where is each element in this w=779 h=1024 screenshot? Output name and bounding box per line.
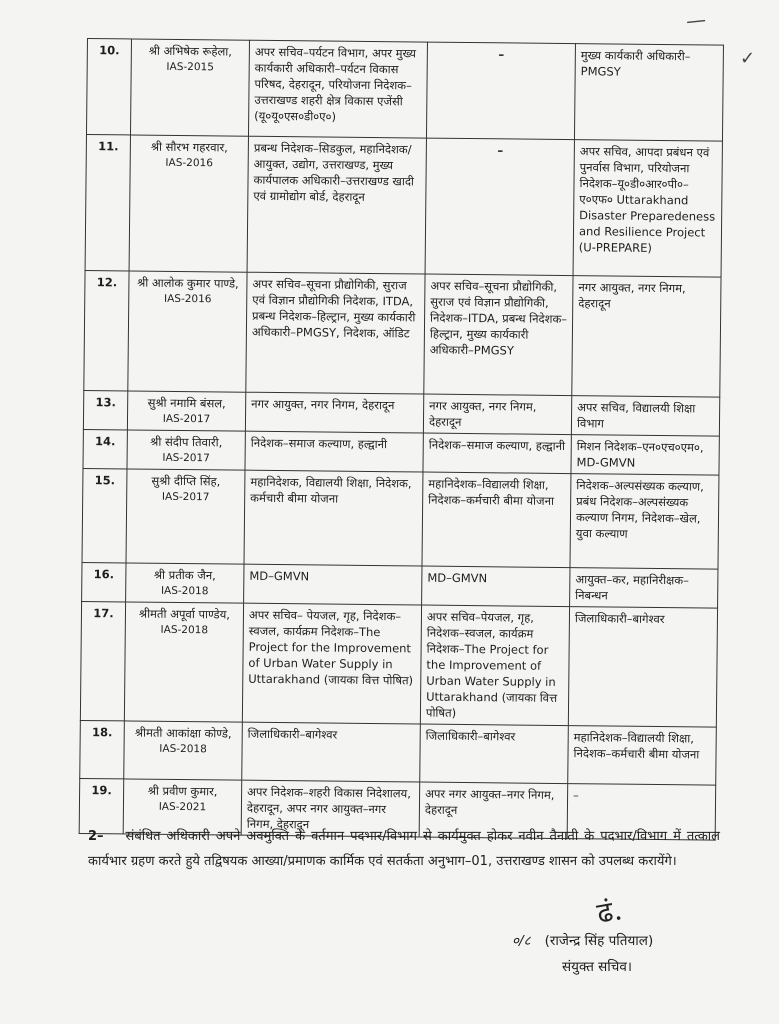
serial-number: 10. [99,43,120,58]
officer-cell [127,391,245,431]
officer-batch: IAS-2017 [161,490,210,504]
officer-batch: IAS-2017 [162,451,210,465]
new-posting-cell [570,568,718,609]
table-row [86,39,723,142]
signatory-name: (राजेन्द्र सिंह पतियाल) [544,933,654,949]
relieved-posting-cell [423,394,571,435]
relieved-posting-cell [424,274,573,396]
signature-block [512,928,653,980]
serial-cell [82,562,126,601]
serial-cell [84,270,129,390]
new-posting: अपर सचिव, आपदा प्रबंधन एवं पुनर्वास विभाग, परियोजना निदेशक–यू०डी०आर०पी०–ए०एफ० Uttarakhand Disaster Preparedeness and Resilience Project (U-PREPARE) [578,144,716,255]
officer-name: सुश्री दीप्ति सिंह, [151,473,221,489]
relieved-posting: नगर आयुक्त, नगर निगम, देहरादून [428,398,537,429]
officer-name: श्री आलोक कुमार पाण्डे, [137,275,239,291]
table-row [82,468,719,569]
officer-batch: IAS-2018 [160,584,209,598]
officer-name: श्री सौरभ गहरवार, [150,139,228,155]
new-posting: नगर आयुक्त, नगर निगम, देहरादून [578,280,686,311]
table-row [83,429,719,475]
officer-name: श्री अभिषेक रूहेला, [148,43,233,59]
officer-name: श्री संदीप तिवारी, [150,434,223,450]
serial-cell [83,390,127,429]
serial-number: 11. [98,139,119,154]
relieved-posting: अपर नगर आयुक्त–नगर निगम, देहरादून [424,786,555,817]
officer-name-block [134,275,241,308]
officer-batch: IAS-2018 [159,742,207,756]
new-posting-cell [574,44,723,142]
current-posting-cell [245,431,423,472]
new-posting-cell [572,276,721,398]
signature-initial: ०/८ [512,933,531,949]
serial-cell [86,39,131,135]
officer-cell [130,39,249,136]
table-row [85,134,722,277]
serial-cell [83,429,127,468]
new-posting: – [573,788,579,803]
officer-name: श्रीमती अपूर्वा पाण्डेय, [138,606,231,622]
current-posting-cell [247,136,426,274]
relieved-posting: निदेशक–समाज कल्याण, हल्द्वानी [428,437,566,454]
relieved-posting: – [498,47,505,62]
serial-cell [80,601,125,720]
paragraph-number: 2– [88,829,104,844]
posting-table [79,38,724,841]
serial-cell [80,720,125,778]
current-posting-cell [244,564,422,605]
current-posting-cell [246,272,425,394]
current-posting-cell [248,40,427,138]
officer-batch: IAS-2016 [163,292,212,306]
new-posting: मिशन निदेशक–एन०एच०एम०, MD-GMVN [576,439,704,470]
officer-name: श्री प्रतीक जैन, [153,567,216,583]
current-posting-cell [244,470,423,566]
relieved-posting-cell [423,433,571,474]
signatory-title: संयुक्त सचिव। [562,959,632,975]
officer-cell [129,135,248,272]
relieved-posting: MD–GMVN [427,570,488,586]
new-posting-cell [571,435,719,476]
relieved-posting-cell [420,724,569,784]
officer-name: श्रीमती आकांक्षा कोण्डे, [134,725,232,741]
officer-name-block [131,605,238,638]
serial-number: 12. [96,275,118,290]
officer-batch: IAS-2018 [160,623,209,637]
relieved-posting-cell [422,566,570,607]
current-posting: नगर आयुक्त, नगर निगम, देहरादून [251,396,395,413]
new-posting-cell [573,140,722,278]
officer-name-block [129,724,236,757]
relieved-posting-cell [426,42,575,140]
current-posting: प्रबन्ध निदेशक–सिडकुल, महानिदेशक/आयुक्त, उद्योग, उत्तराखण्ड, मुख्य कार्यपालक अधिकारी–उत्तराखण्ड खादी एवं ग्रामोद्योग बोर्ड, देहरादून [253,140,415,204]
officer-name-block [133,395,240,428]
officer-name: सुश्री नमामि बंसल, [147,395,226,411]
relieved-posting: जिलाधिकारी–बागेश्वर [425,728,516,744]
current-posting-cell [245,392,423,433]
officer-name-block [136,139,243,172]
officer-name-block [133,434,240,467]
officer-name-block [137,43,244,76]
current-posting-cell [242,722,421,782]
current-posting: अपर सचिव–पर्यटन विभाग, अपर मुख्य कार्यकारी अधिकारी–पर्यटन विकास परिषद, देहरादून, परियोजना निदेशक–उत्तराखण्ड शहरी क्षेत्र विकास एजेंसी (यू०यू०एस०डी०ए०) [254,44,417,124]
officer-name-block [132,472,239,505]
current-posting: अपर सचिव– पेयजल, गृह, निदेशक–स्वजल, कार्यक्रम निदेशक–The Project for the Improvement of Urban Water Supply in Uttarakhand (जायका वित्त पोषित) [248,607,414,688]
serial-number: 13. [95,395,116,410]
pen-mark: — [684,7,708,33]
serial-number: 16. [93,567,115,582]
serial-number: 17. [93,606,114,621]
instruction-paragraph [88,824,720,874]
tick-mark: ✓ [740,48,756,69]
new-posting: अपर सचिव, विद्यालयी शिक्षा विभाग [576,400,696,431]
officer-name-block [129,782,236,815]
officer-name-block [131,566,238,599]
relieved-posting: – [497,143,504,158]
current-posting: अपर सचिव–सूचना प्रौद्योगिकी, सुराज एवं विज्ञान प्रौद्योगिकी निदेशक, ITDA, प्रबन्ध निदेशक–हिल्ट्रान, मुख्य कार्यकारी अधिकारी–PMGSY, निदेशक, ऑडिट [251,276,416,341]
relieved-posting-cell [422,472,571,568]
officer-cell [126,563,244,603]
signature-scrawl: ढं. [594,893,625,930]
table-row [80,601,717,727]
relieved-posting-cell [420,605,569,726]
officer-cell [128,271,247,392]
officer-cell [124,602,243,722]
current-posting: महानिदेशक, विद्यालयी शिक्षा, निदेशक, कर्मचारी बीमा योजना [250,474,412,506]
new-posting: महानिदेशक–विद्यालयी शिक्षा, निदेशक–कर्मचारी बीमा योजना [573,730,700,762]
officer-batch: IAS-2017 [162,412,211,426]
new-posting: मुख्य कार्यकारी अधिकारी–PMGSY [580,48,691,79]
serial-number: 15. [94,473,116,488]
officer-cell [127,430,245,470]
officer-name: श्री प्रवीण कुमार, [147,783,218,799]
new-posting: जिलाधिकारी–बागेश्वर [574,611,665,627]
serial-cell [85,134,130,270]
new-posting-cell [570,474,719,570]
relieved-posting: महानिदेशक–विद्यालयी शिक्षा, निदेशक–कर्मचारी बीमा योजना [428,476,555,508]
table-row [83,390,719,436]
relieved-posting: अपर सचिव–पेयजल, गृह, निदेशक–स्वजल, कार्यक्रम निदेशक–The Project for the Improvement of Urban Water Supply in Uttarakhand (जायका वित्त पोषित) [425,609,558,720]
serial-number: 14. [95,434,116,449]
officer-batch: IAS-2021 [158,800,207,814]
new-posting-cell [568,607,717,728]
new-posting-cell [568,726,717,786]
new-posting: आयुक्त–कर, महानिरीक्षक–निबन्धन [575,572,690,603]
table-row [84,270,721,397]
officer-cell [124,721,243,780]
current-posting: अपर निदेशक–शहरी विकास निदेशालय, देहरादून, अपर नगर आयुक्त–नगर निगम, देहरादून [246,784,411,832]
serial-number: 19. [91,783,112,798]
serial-number: 18. [91,725,113,740]
current-posting: MD–GMVN [249,568,310,584]
officer-batch: IAS-2016 [165,156,213,170]
current-posting-cell [242,603,421,724]
posting-table-body [79,39,723,841]
officer-cell [126,469,245,564]
relieved-posting-cell [425,138,574,276]
new-posting-cell [571,396,719,437]
paragraph-text: संबंधित अधिकारी अपने अवमुक्ति के वर्तमान पदभार/विभाग से कार्यमुक्त होकर नवीन तैनाती के पदभार/विभाग में तत्काल कार्यभार ग्रहण करते हुये तद्विषयक आख्या/प्रमाणक कार्मिक एवं सतर्कता अनुभाग–01, उत्तराखण्ड शासन को उपलब्ध करायेंगे। [88,829,720,869]
table-row [82,562,718,608]
relieved-posting: अपर सचिव–सूचना प्रौद्योगिकी, सुराज एवं विज्ञान प्रौद्योगिकी, निदेशक–ITDA, प्रबन्ध निदेशक–हिल्ट्रान, मुख्य कार्यकारी अधिकारी–PMGSY [429,278,568,358]
table-row [80,720,717,785]
officer-batch: IAS-2015 [166,60,214,74]
serial-cell [82,468,127,562]
new-posting: निदेशक–अल्पसंख्यक कल्याण, प्रबंध निदेशक–अल्पसंख्यक कल्याण निगम, निदेशक–खेल, युवा कल्याण [575,478,704,541]
current-posting: जिलाधिकारी–बागेश्वर [247,726,338,742]
current-posting: निदेशक–समाज कल्याण, हल्द्वानी [250,435,388,452]
